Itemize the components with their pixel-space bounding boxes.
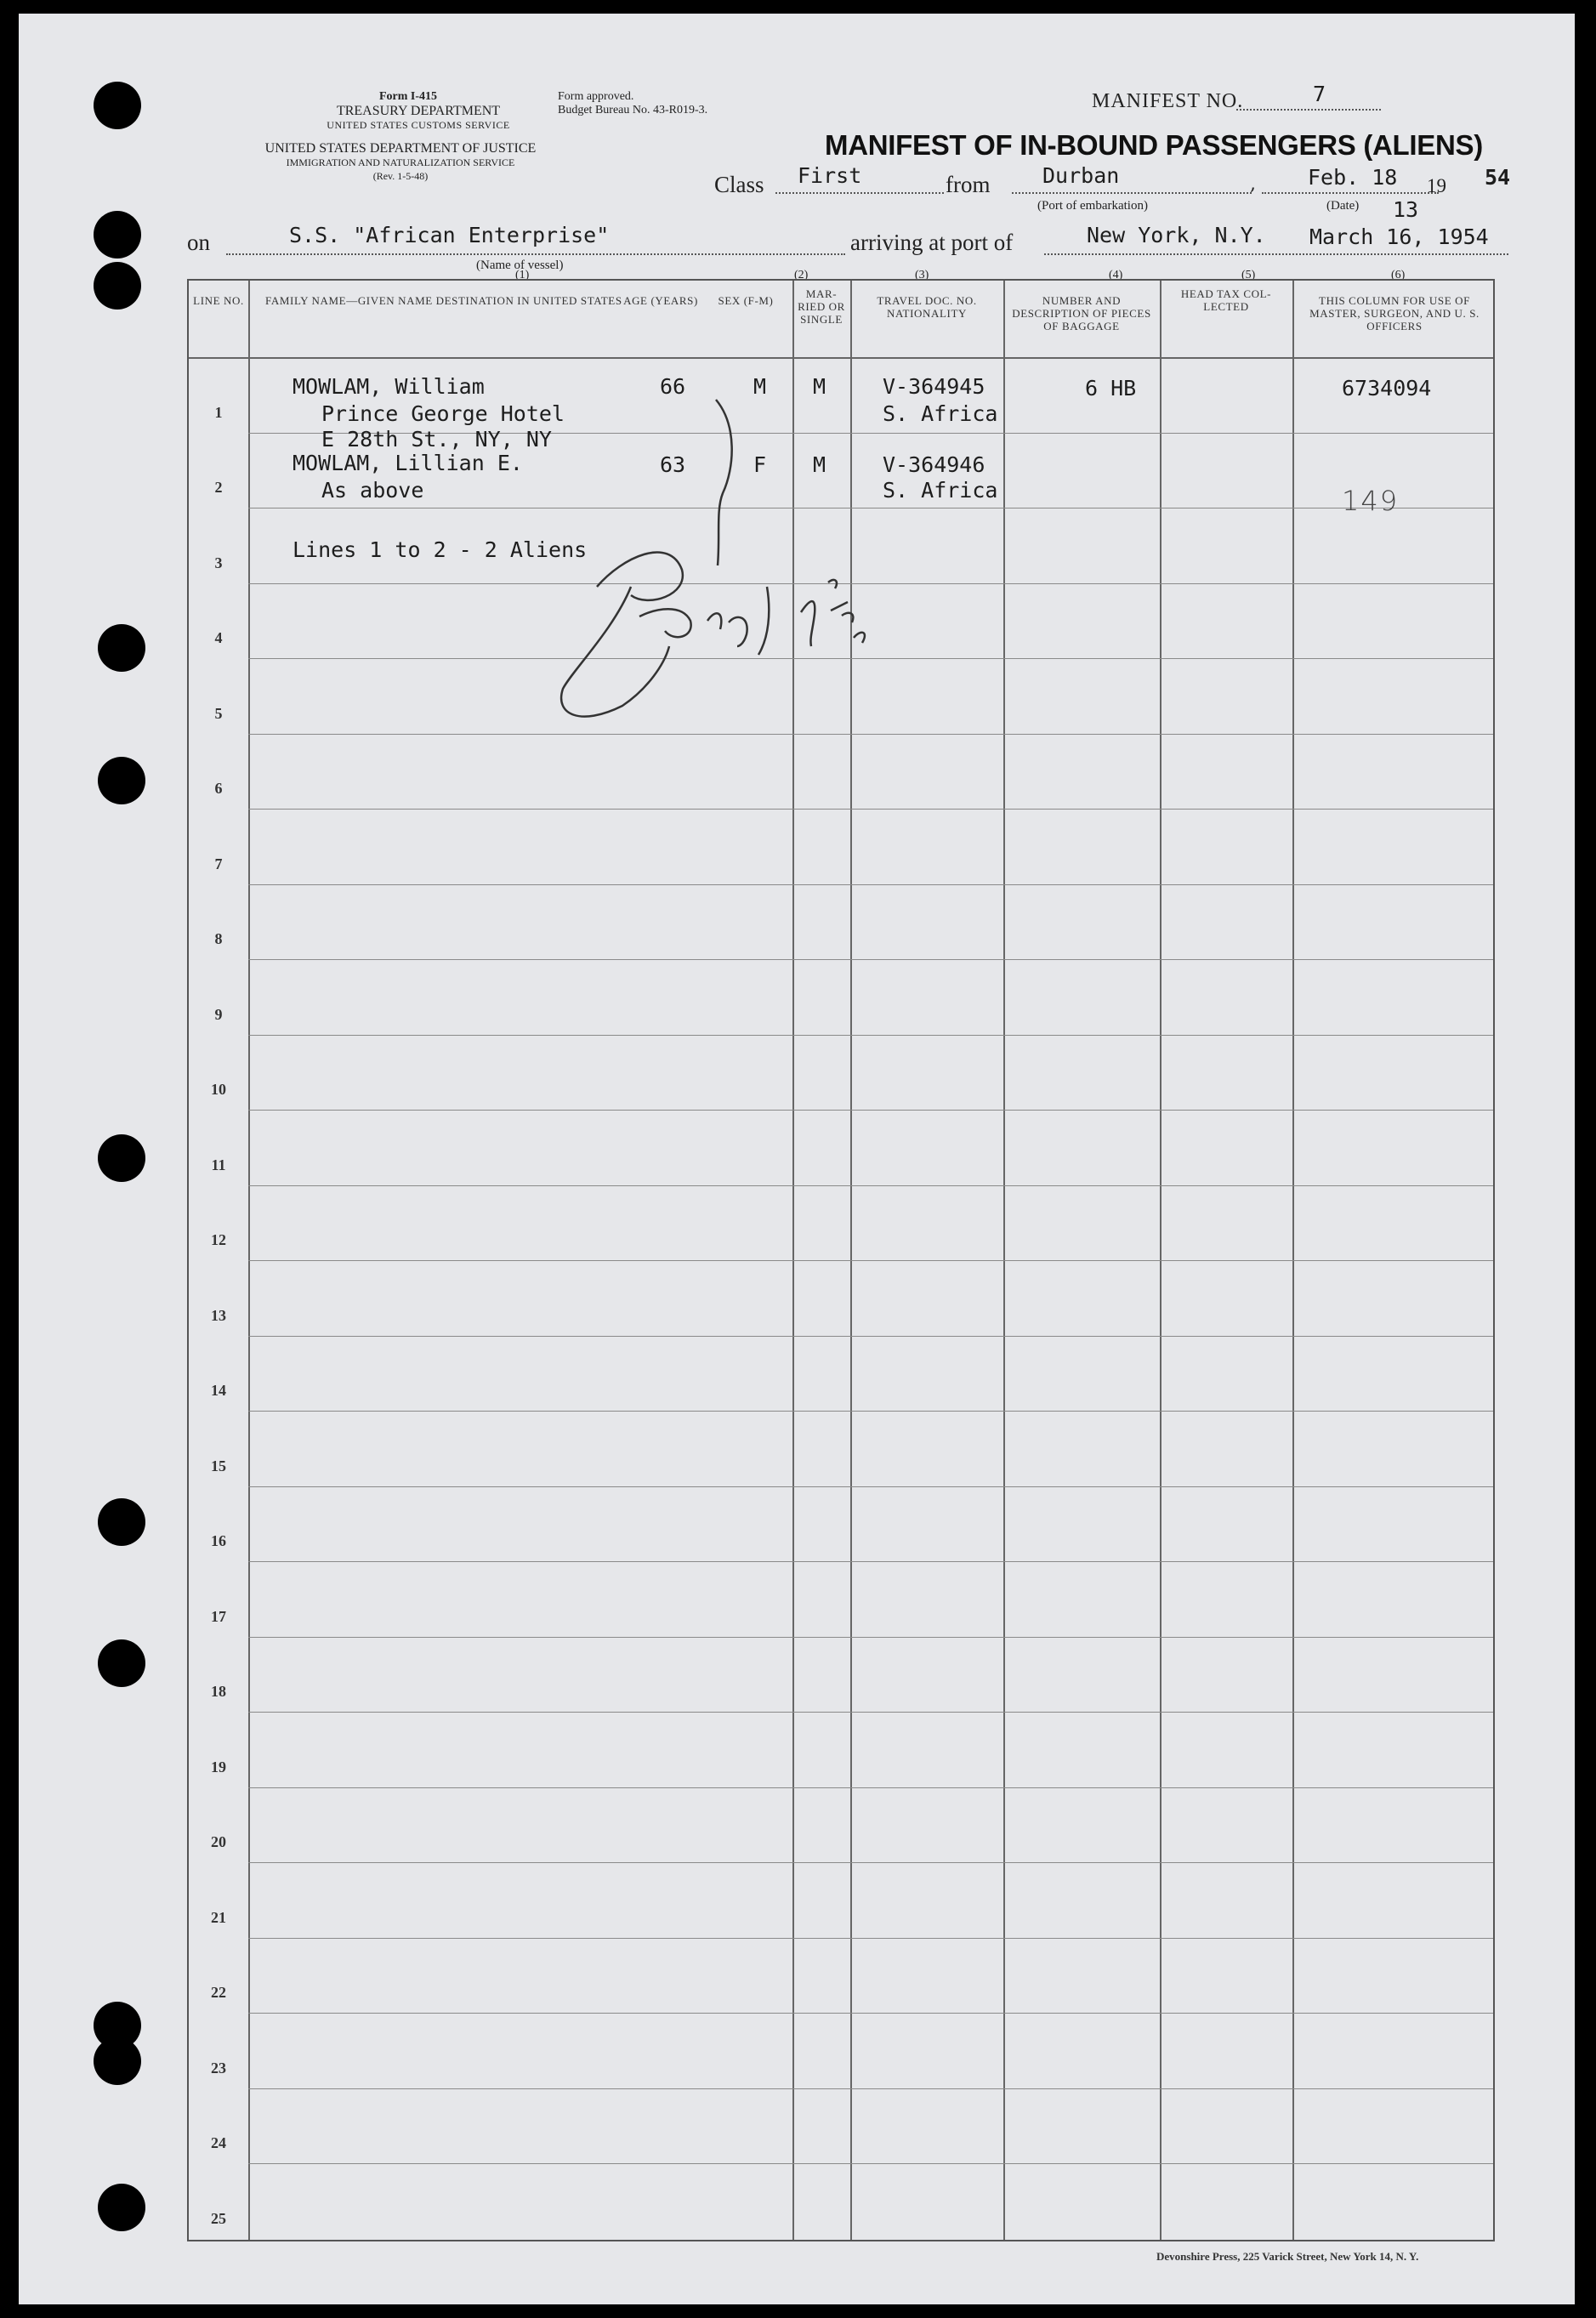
col-num-1: (1) (515, 269, 530, 281)
manifest-table (187, 279, 1495, 2241)
punch-hole (94, 82, 141, 129)
class-label: Class (714, 172, 764, 197)
year-prefix: 19 (1427, 175, 1446, 196)
row-rule (248, 1185, 1493, 1186)
row-rule (248, 809, 1493, 810)
row-rule (248, 1862, 1493, 1863)
col-num-3: (3) (915, 269, 929, 281)
header-name: FAMILY NAME—GIVEN NAME DESTINATION IN UNITED STATES (265, 294, 622, 307)
punch-hole (98, 1498, 145, 1546)
row-rule (248, 1411, 1493, 1412)
row-rule (248, 1336, 1493, 1337)
line-number: 10 (211, 1081, 226, 1098)
arriving-label: arriving at port of (850, 230, 1014, 255)
year-value: 54 (1485, 165, 1511, 190)
line-number: 3 (214, 554, 223, 571)
row-rule (248, 884, 1493, 885)
header-baggage: NUMBER AND DESCRIPTION OF PIECES OF BAGGAGE (1012, 294, 1151, 332)
p1-dest-2: E 28th St., NY, NY (321, 427, 552, 452)
page-title: MANIFEST OF IN-BOUND PASSENGERS (ALIENS) (825, 129, 1483, 161)
line-number: 22 (211, 1984, 226, 2001)
row-rule (248, 1712, 1493, 1713)
row-rule (248, 2088, 1493, 2089)
line-number: 17 (211, 1607, 226, 1625)
punch-hole (94, 211, 141, 259)
p1-name: MOWLAM, William (293, 374, 485, 399)
col-num-6: (6) (1391, 269, 1406, 281)
p2-doc: V-364946 (883, 452, 985, 477)
line-number: 25 (211, 2209, 226, 2227)
line-number: 5 (214, 704, 223, 722)
punch-hole (98, 1134, 145, 1182)
row-rule (248, 1035, 1493, 1036)
from-label: from (946, 172, 991, 197)
row-rule (248, 2013, 1493, 2014)
agency-justice: UNITED STATES DEPARTMENT OF JUSTICE (264, 141, 537, 156)
header-travel-doc: TRAVEL DOC. NO. NATIONALITY (877, 294, 977, 320)
line-number: 23 (211, 2059, 226, 2077)
punch-hole (98, 624, 145, 672)
summary-line: Lines 1 to 2 - 2 Aliens (293, 537, 588, 562)
col-num-4: (4) (1109, 269, 1123, 281)
arrival-date-correction: 13 (1393, 197, 1419, 222)
col-num-2: (2) (794, 269, 809, 281)
agency-customs: UNITED STATES CUSTOMS SERVICE (327, 119, 510, 131)
row-rule (248, 1637, 1493, 1638)
printer-imprint: Devonshire Press, 225 Varick Street, New York 14, N. Y. (1156, 2250, 1419, 2263)
line-number: 1 (214, 403, 223, 421)
arrival-port-value: New York, N.Y. (1087, 223, 1266, 247)
line-number: 11 (211, 1156, 226, 1173)
line-number: 24 (211, 2134, 226, 2151)
vessel-caption: (Name of vessel) (476, 259, 564, 272)
header-officers: THIS COLUMN FOR USE OF MASTER, SURGEON, AND U. S. OFFICERS (1309, 294, 1480, 332)
date-value: Feb. 18 (1308, 165, 1398, 190)
row-rule (248, 1787, 1493, 1788)
on-label: on (187, 230, 210, 255)
class-value: First (798, 163, 862, 188)
p1-nationality: S. Africa (883, 401, 998, 426)
handwritten-signature (546, 391, 1226, 748)
form-revision: (Rev. 1-5-48) (372, 170, 429, 182)
manifest-no-value: 7 (1313, 82, 1326, 106)
arrival-date-value: March 16, 1954 (1309, 224, 1489, 249)
manifest-page: Form I-415 TREASURY DEPARTMENT UNITED STATES CUSTOMS SERVICE UNITED STATES DEPARTMENT OF JUSTICE IMMIGRATION AND NATURALIZATION SERVICE (Rev. 1-5-48) Form approved. Budget Bureau No. 43-R019-3. MANIFEST NO. 7 MANIFEST OF IN-BOUND PASSENGERS (ALIENS) Class First from Durban (Port of embarkation) , Feb. 18 (Date) 19 54 on S.S. "African Enterprise" (Name of vessel) arriving at port of New York, N.Y. 13 March 16, 1954 (1) (2) (3) (4) (5) (6) LINE NO. FAMILY NAME—GIVEN NAME DESTINATION IN UNITED STATES AGE (YEARS) SEX (F-M) MAR- RIED OR SINGLE TRAVEL DOC. NO. NATIONALITY NUMBER AND DESCRIPTION OF PIECES OF BAGGAGE HEAD TAX COL- LECTED THIS COLUMN FOR USE OF MASTER, SURGEON, AND U. S. OFFICERS 1 2 3 4 5 6 7 8 9 10 11 12 13 14 15 16 17 18 19 20 21 22 23 24 25 MOWLAM, William Prince George Hotel E 28th St., NY, NY 66 M M V-364945 S. Africa 6 HB 6734094 MOWLAM, Lillian E. As above 63 F M V-364946 S. Africa 149 Lines 1 to 2 - 2 Aliens Devonshire Press, 225 Varick Street, New York 14, N. Y. (19, 14, 1575, 2304)
p1-sex: M (753, 374, 767, 399)
line-number: 13 (211, 1306, 226, 1324)
p2-age: 63 (660, 452, 686, 477)
p1-age: 66 (660, 374, 686, 399)
p2-married: M (813, 452, 826, 477)
form-approved: Form approved. (558, 90, 634, 103)
p1-married: M (813, 374, 826, 399)
line-number: 12 (211, 1231, 226, 1248)
manifest-no-label: MANIFEST NO. (1092, 90, 1244, 112)
p1-officer-number: 6734094 (1342, 376, 1432, 401)
line-number: 16 (211, 1532, 226, 1549)
line-number: 8 (214, 930, 223, 947)
line-number: 2 (214, 479, 223, 496)
punch-hole (94, 2037, 141, 2085)
row-rule (248, 1110, 1493, 1111)
punch-hole (98, 1639, 145, 1687)
row-rule (248, 2163, 1493, 2164)
p1-doc: V-364945 (883, 374, 985, 399)
line-number: 7 (214, 855, 223, 872)
row-rule (248, 1260, 1493, 1261)
vessel-value: S.S. "African Enterprise" (289, 223, 610, 247)
header-head-tax: HEAD TAX COL- LECTED (1180, 287, 1272, 313)
row-rule (248, 959, 1493, 960)
line-number: 4 (214, 629, 223, 646)
header-married: MAR- RIED OR SINGLE (798, 287, 845, 326)
p1-dest-1: Prince George Hotel (321, 401, 565, 426)
row-rule (248, 1561, 1493, 1562)
agency-treasury: TREASURY DEPARTMENT (336, 104, 501, 118)
line-number: 21 (211, 1908, 226, 1926)
p2-nationality: S. Africa (883, 478, 998, 503)
line-number: 14 (211, 1382, 226, 1399)
header-age: AGE (YEARS) (623, 294, 698, 307)
row-rule (248, 1938, 1493, 1939)
line-number: 15 (211, 1457, 226, 1474)
header-line-no: LINE NO. (193, 294, 244, 307)
line-number: 20 (211, 1833, 226, 1850)
p2-officer-note: 149 (1342, 485, 1400, 517)
col-num-5: (5) (1241, 269, 1256, 281)
punch-hole (98, 757, 145, 804)
agency-ins: IMMIGRATION AND NATURALIZATION SERVICE (286, 156, 515, 168)
p1-baggage: 6 HB (1085, 376, 1137, 401)
date-caption: (Date) (1326, 199, 1360, 213)
form-number: Form I-415 (379, 90, 438, 103)
p2-dest-1: As above (321, 478, 424, 503)
from-value: Durban (1042, 163, 1120, 188)
punch-hole (98, 2184, 145, 2231)
line-number: 9 (214, 1005, 223, 1023)
line-number: 19 (211, 1758, 226, 1775)
port-embarkation-caption: (Port of embarkation) (1037, 199, 1148, 213)
p2-sex: F (753, 452, 767, 477)
budget-bureau: Budget Bureau No. 43-R019-3. (558, 104, 708, 116)
header-sex: SEX (F-M) (718, 294, 774, 307)
punch-hole (94, 262, 141, 310)
line-number: 18 (211, 1683, 226, 1700)
line-number: 6 (214, 780, 223, 797)
row-rule (248, 1486, 1493, 1487)
p2-name: MOWLAM, Lillian E. (293, 451, 523, 475)
